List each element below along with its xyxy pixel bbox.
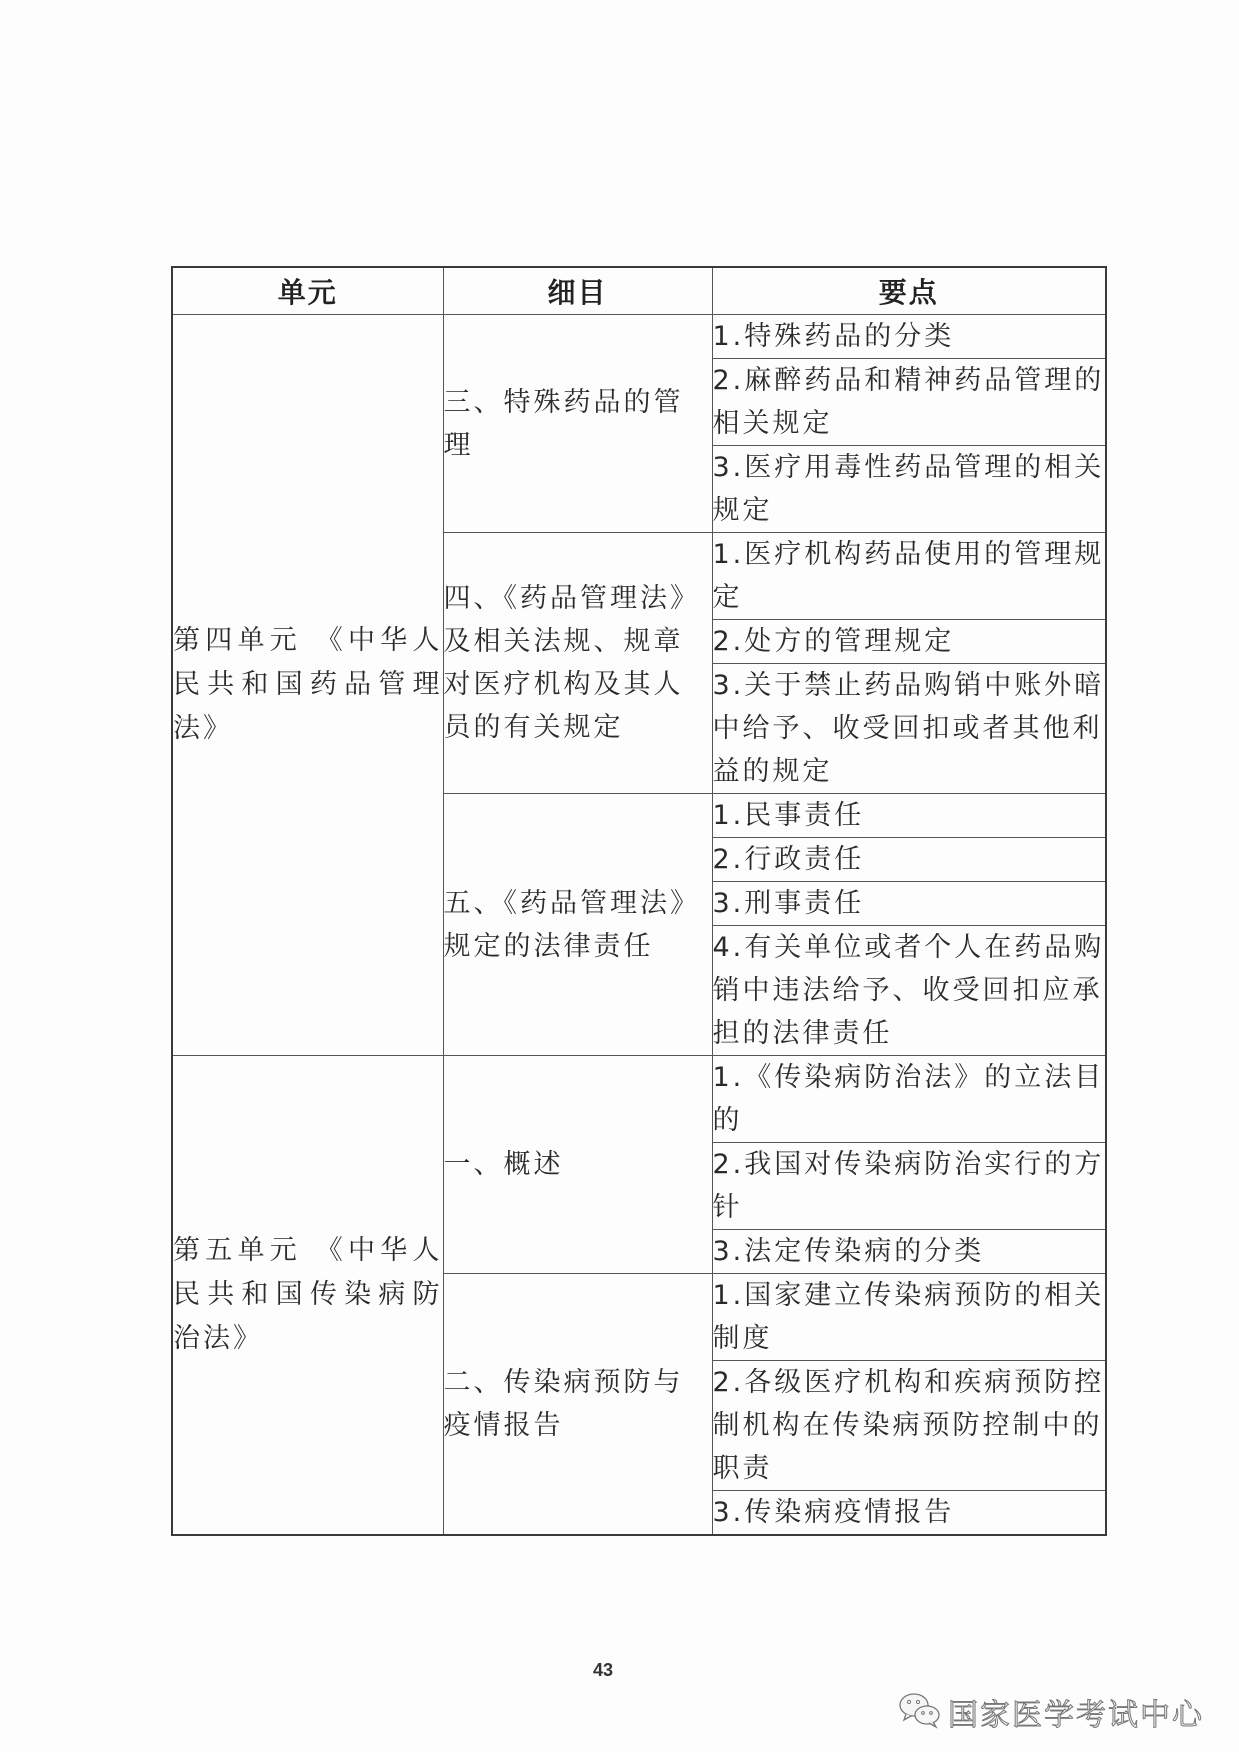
key-point-cell: 3.刑事责任 xyxy=(712,882,1106,926)
subsection-cell: 四、《药品管理法》及相关法规、规章对医疗机构及其人员的有关规定 xyxy=(443,533,712,794)
table-row xyxy=(172,315,1106,359)
exam-outline-table xyxy=(171,266,1107,1536)
key-point-cell: 1.国家建立传染病预防的相关制度 xyxy=(712,1274,1106,1361)
unit-cell: 第五单元 《中华人民共和国传染病防治法》 xyxy=(172,1056,443,1536)
column-header-key-points: 要点 xyxy=(712,267,1106,315)
subsection-cell: 五、《药品管理法》规定的法律责任 xyxy=(443,794,712,1056)
unit-cell: 第四单元 《中华人民共和国药品管理法》 xyxy=(172,315,443,1056)
subsection-cell: 三、特殊药品的管理 xyxy=(443,315,712,533)
key-point-cell: 2.麻醉药品和精神药品管理的相关规定 xyxy=(712,359,1106,446)
key-point-cell: 4.有关单位或者个人在药品购销中违法给予、收受回扣应承担的法律责任 xyxy=(712,926,1106,1056)
key-point-cell: 1.医疗机构药品使用的管理规定 xyxy=(712,533,1106,620)
key-point-cell: 2.我国对传染病防治实行的方针 xyxy=(712,1143,1106,1230)
key-point-cell: 3.医疗用毒性药品管理的相关规定 xyxy=(712,446,1106,533)
table-header-row xyxy=(172,267,1106,315)
column-header-unit: 单元 xyxy=(172,267,443,315)
page-number: 43 xyxy=(593,1660,614,1680)
column-header-subsection: 细目 xyxy=(443,267,712,315)
key-point-cell: 2.各级医疗机构和疾病预防控制机构在传染病预防控制中的职责 xyxy=(712,1361,1106,1491)
subsection-cell: 二、传染病预防与疫情报告 xyxy=(443,1274,712,1536)
key-point-cell: 1.民事责任 xyxy=(712,794,1106,838)
key-point-cell: 1.《传染病防治法》的立法目的 xyxy=(712,1056,1106,1143)
key-point-cell: 3.传染病疫情报告 xyxy=(712,1491,1106,1536)
watermark-text: 国家医学考试中心 xyxy=(948,1698,1204,1733)
key-point-cell: 3.关于禁止药品购销中账外暗中给予、收受回扣或者其他利益的规定 xyxy=(712,664,1106,794)
table-row xyxy=(172,1056,1106,1143)
subsection-cell: 一、概述 xyxy=(443,1056,712,1274)
wechat-icon xyxy=(898,1690,942,1734)
key-point-cell: 2.行政责任 xyxy=(712,838,1106,882)
key-point-cell: 2.处方的管理规定 xyxy=(712,620,1106,664)
key-point-cell: 3.法定传染病的分类 xyxy=(712,1230,1106,1274)
key-point-cell: 1.特殊药品的分类 xyxy=(712,315,1106,359)
watermark xyxy=(898,1690,1204,1734)
